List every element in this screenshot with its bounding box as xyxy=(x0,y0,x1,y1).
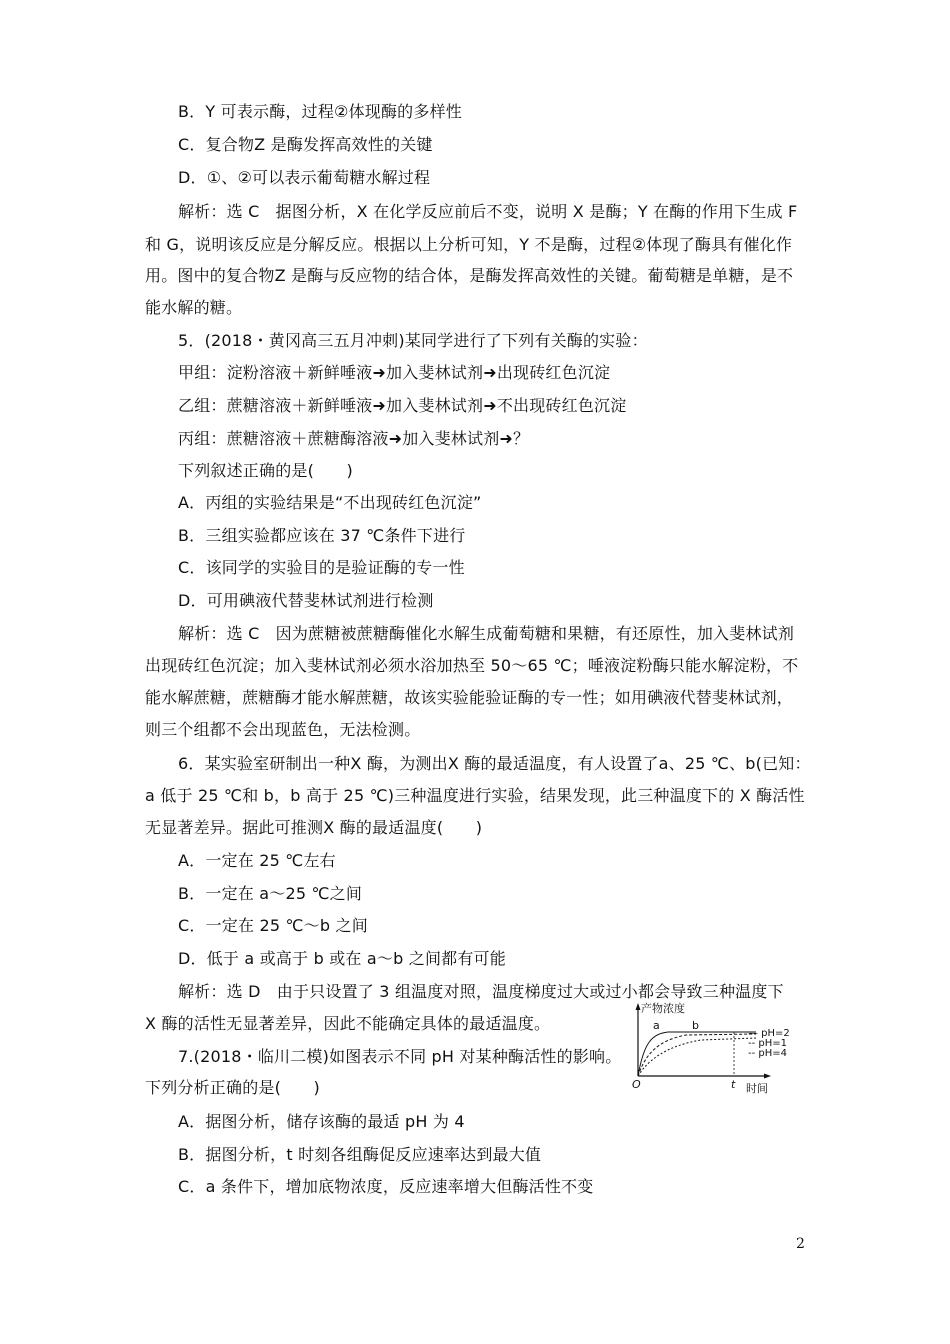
ph-enzyme-figure xyxy=(626,1000,816,1096)
question-5-stem: 5．(2018・黄冈高三五月冲刺)某同学进行了下列有关酶的实验： xyxy=(178,331,648,350)
y-axis-label: 产物浓度 xyxy=(641,1002,685,1015)
analysis-line: 解析：选 C 据图分析，X 在化学反应前后不变，说明 X 是酶；Y 在酶的作用下生成 F xyxy=(178,202,798,221)
analysis-line: 解析：选 C 因为蔗糖被蔗糖酶催化水解生成葡萄糖和果糖，有还原性，加入斐林试剂 xyxy=(178,624,795,643)
option-c: C．复合物Z 是酶发挥高效性的关键 xyxy=(178,135,433,154)
option-a: A．据图分析，储存该酶的最适 pH 为 4 xyxy=(178,1112,465,1131)
question-6-stem: a 低于 25 ℃和 b，b 高于 25 ℃)三种温度进行实验，结果发现，此三种温度下的 X 酶活性 xyxy=(145,786,805,805)
question-prompt: 下列叙述正确的是( ) xyxy=(178,461,353,480)
point-b-label: b xyxy=(692,1019,699,1032)
question-6-stem: 无显著差异。据此可推测X 酶的最适温度( ) xyxy=(145,818,483,837)
analysis-line: 解析：选 D 由于只设置了 3 组温度对照，温度梯度过大或过小都会导致三种温度下 xyxy=(178,982,784,1001)
option-b: B．据图分析，t 时刻各组酶促反应速率达到最大值 xyxy=(178,1145,542,1164)
group-bing: 丙组：蔗糖溶液＋蔗糖酶溶液➜加入斐林试剂➜？ xyxy=(178,429,530,448)
option-a: A．一定在 25 ℃左右 xyxy=(178,851,336,870)
group-yi: 乙组：蔗糖溶液＋新鲜唾液➜加入斐林试剂➜不出现砖红色沉淀 xyxy=(178,396,627,415)
option-b: B．Y 可表示酶，过程②体现酶的多样性 xyxy=(178,102,462,121)
option-b: B．三组实验都应该在 37 ℃条件下进行 xyxy=(178,526,466,545)
origin-label: O xyxy=(632,1078,641,1091)
legend-ph2: — pH=2 xyxy=(748,1028,790,1039)
question-7-stem: 7.(2018・临川二模)如图表示不同 pH 对某种酶活性的影响。 xyxy=(178,1047,622,1066)
x-axis-arrow xyxy=(764,1074,771,1079)
curve-ph4 xyxy=(638,1038,756,1076)
analysis-line: 则三个组都不会出现蓝色，无法检测。 xyxy=(145,720,421,739)
option-d: D．低于 a 或高于 b 或在 a～b 之间都有可能 xyxy=(178,949,506,968)
option-b: B．一定在 a～25 ℃之间 xyxy=(178,884,363,903)
option-a: A．丙组的实验结果是“不出现砖红色沉淀” xyxy=(178,493,482,512)
analysis-line: 用。图中的复合物Z 是酶与反应物的结合体，是酶发挥高效性的关键。葡萄糖是单糖，是不 xyxy=(145,266,794,285)
group-jia: 甲组：淀粉溶液＋新鲜唾液➜加入斐林试剂➜出现砖红色沉淀 xyxy=(178,363,611,382)
legend-ph1: -- pH=1 xyxy=(748,1038,788,1049)
analysis-line: 能水解的糖。 xyxy=(145,298,243,317)
analysis-line: 能水解蔗糖，蔗糖酶才能水解蔗糖，故该实验能验证酶的专一性；如用碘液代替斐林试剂， xyxy=(145,688,794,707)
legend-ph4: -- pH=4 xyxy=(748,1048,788,1059)
analysis-line: 出现砖红色沉淀；加入斐林试剂必须水浴加热至 50～65 ℃；唾液淀粉酶只能水解淀粉，不 xyxy=(145,656,799,675)
option-c: C．该同学的实验目的是验证酶的专一性 xyxy=(178,558,465,577)
y-axis-arrow xyxy=(636,1003,641,1010)
option-d: D．可用碘液代替斐林试剂进行检测 xyxy=(178,591,434,610)
option-c: C．一定在 25 ℃～b 之间 xyxy=(178,916,368,935)
question-prompt: 下列分析正确的是( ) xyxy=(145,1078,320,1097)
option-d: D．①、②可以表示葡萄糖水解过程 xyxy=(178,168,431,187)
option-c: C．a 条件下，增加底物浓度，反应速率增大但酶活性不变 xyxy=(178,1177,594,1196)
x-axis-label: 时间 xyxy=(746,1082,768,1095)
question-6-stem: 6．某实验室研制出一种X 酶，为测出X 酶的最适温度，有人设置了a、25 ℃、b(已知： xyxy=(178,754,811,773)
page-number: 2 xyxy=(796,1236,805,1252)
t-label: t xyxy=(731,1078,736,1091)
point-a-label: a xyxy=(653,1019,660,1032)
curve-ph1 xyxy=(638,1034,756,1076)
analysis-line: X 酶的活性无显著差异，因此不能确定具体的最适温度。 xyxy=(145,1014,551,1033)
analysis-line: 和 G，说明该反应是分解反应。根据以上分析可知，Y 不是酶，过程②体现了酶具有催化作 xyxy=(145,235,793,254)
